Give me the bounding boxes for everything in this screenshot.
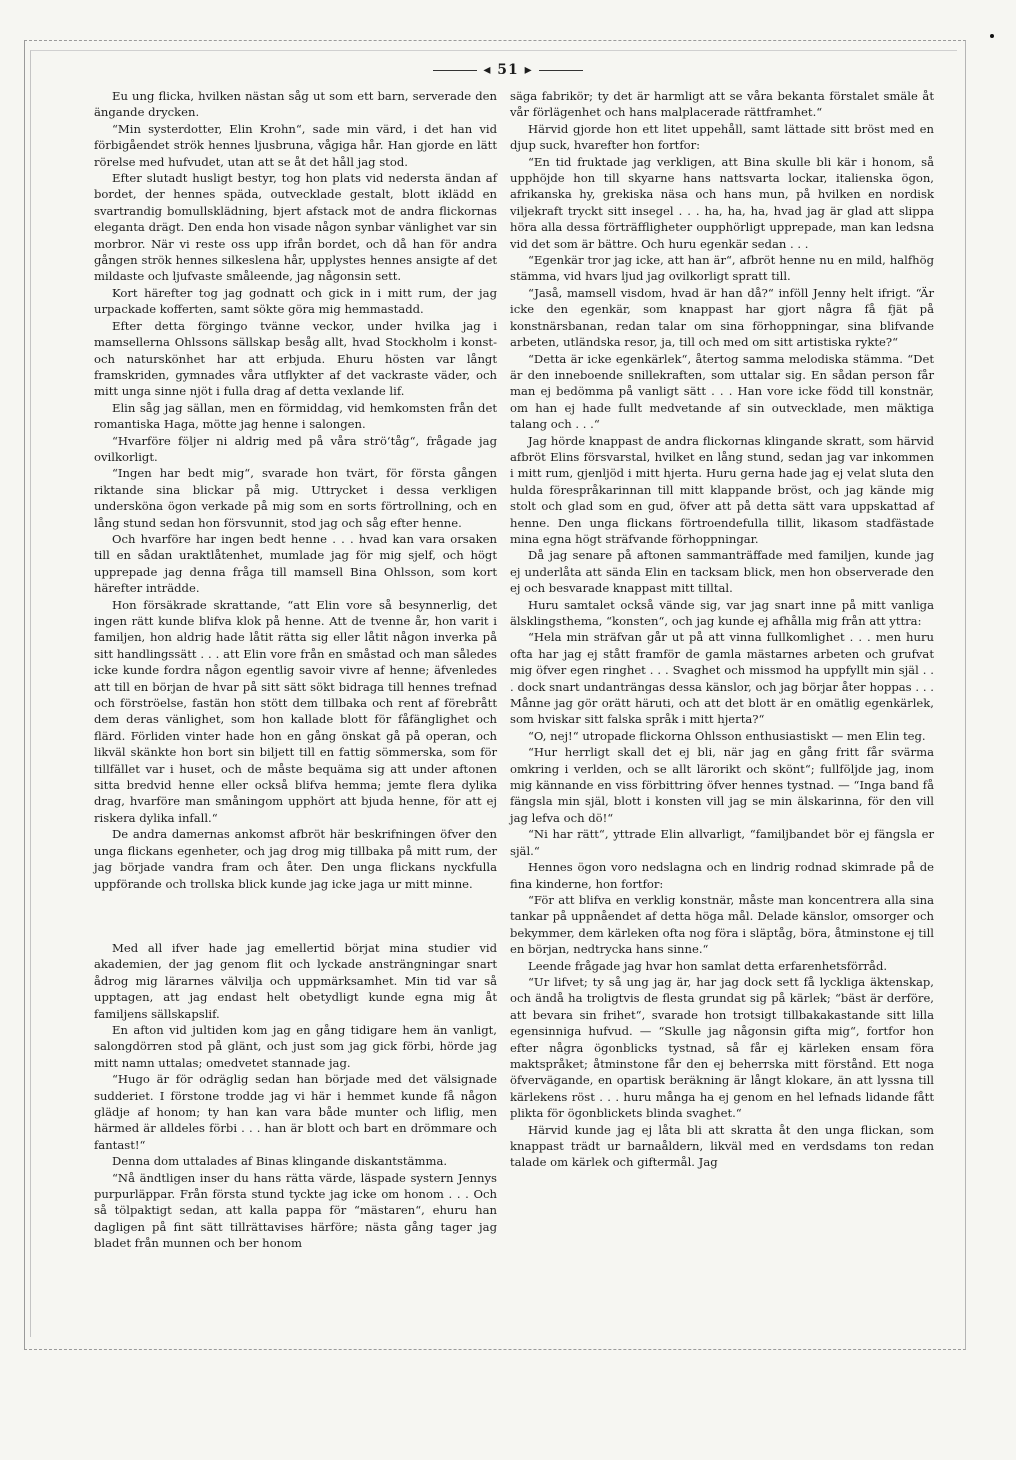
left-rule bbox=[433, 70, 477, 71]
paragraph: Huru samtalet också vände sig, var jag snart inne på mitt vanliga älsklingsthema, “konsten“, och jag kunde ej afhålla mig från att yttra: bbox=[510, 597, 934, 628]
paragraph: “Hur herrligt skall det ej bli, när jag en gång fritt får svärma omkring i verlden, och se allt lärorikt och skönt“; fullföljde jag, inom mig kännande en viss förbittring öfver hennes tystnad. — “Inga band få fängsla min själ, blott i konsten vill jag se min älskarinna, för den vill jag lefva och dö!“ bbox=[510, 745, 934, 825]
right-column bbox=[510, 88, 934, 1171]
paragraph: “Jaså, mamsell visdom, hvad är han då?“ inföll Jenny helt ifrigt. “Är icke den egenkär, som knappast har gjort några få fjät på konstnärsbanan, redan talar om sina förhoppningar, sina blifvande arbeten, utländska resor, ja, till och med om sitt artistiska rykte?“ bbox=[510, 285, 934, 350]
paragraph: “Hugo är för odräglig sedan han började med det välsignade sudderiet. I förstone trodde jag vi här i hemmet kunde få någon glädje af honom; ty han kan vara både munter och liflig, men härmed är alldeles förbi . . . han är blott och bart en drömmare och fantast!“ bbox=[94, 1072, 497, 1152]
paragraph: Eu ung flicka, hvilken nästan såg ut som ett barn, serverade den ängande drycken. bbox=[94, 89, 497, 120]
page-number: 51 bbox=[497, 62, 519, 78]
page-number-header: ◂ 51 ▸ bbox=[0, 62, 1016, 78]
right-rule bbox=[539, 70, 583, 71]
paragraph: Då jag senare på aftonen sammanträffade med familjen, kunde jag ej underlåta att sända Elin en tacksam blick, men hon observerade den ej och besvarade knappast mitt tilltal. bbox=[510, 548, 934, 596]
paragraph: “Hela min sträfvan går ut på att vinna fullkomlighet . . . men huru ofta har jag ej stått framför de gamla mästarnes arbeten och grufvat mig öfver egen ringhet . . . Svaghet och missmod ha uppfyllt min själ . . . dock snart undanträngas dessa känslor, och jag börjar åter hoppas . . . Månne jag gör orätt häruti, och att det blott är en omätlig egenkärlek, som hviskar sitt falska språk i mitt hjerta?“ bbox=[510, 630, 934, 727]
paragraph: Kort härefter tog jag godnatt och gick in i mitt rum, der jag urpackade kofferten, samt sökte göra mig hemmastadd. bbox=[94, 285, 497, 317]
paragraph: “O, nej!“ utropade flickorna Ohlsson enthusiastiskt — men Elin teg. bbox=[528, 728, 926, 743]
paragraph: Härvid kunde jag ej låta bli att skratta åt den unga flickan, som knappast trädt ur barnaåldern, likväl med en verdsdams ton redan talade om kärlek och giftermål. Jag bbox=[510, 1122, 934, 1170]
paragraph: Härvid gjorde hon ett litet uppehåll, samt lättade sitt bröst med en djup suck, hvarefter hon fortfor: bbox=[510, 121, 934, 153]
paragraph: Med all ifver hade jag emellertid börjat mina studier vid akademien, der jag genom flit och lyckade ansträngningar snart ådrog mig lärarnes välvilja och uppmärksamhet. Min tid var så upptagen, att jag endast helt obetydligt kunde egna mig åt familjens sällskapslif. bbox=[94, 940, 497, 1021]
paragraph: Efter slutadt husligt bestyr, tog hon plats vid nedersta ändan af bordet, der hennes späda, outvecklade gestalt, blott iklädd en svartrandig bomullsklädning, bjert afstack mot de andra flickornas eleganta drägt. Den enda hon visade någon synbar vänlighet var sin morbror. När vi reste oss upp ifrån bordet, och då han för andra gången strök hennes silkeslena hår, upplystes hennes ansigte af det mildaste och ljufvaste småleende, jag någonsin sett. bbox=[94, 171, 497, 284]
paragraph: Och hvarföre har ingen bedt henne . . . hvad kan vara orsaken till en sådan uraktlåtenhet, mumlade jag för mig sjelf, och högt upprepade jag denna fråga till mamsell Bina Ohlsson, som kort härefter inträdde. bbox=[94, 531, 497, 596]
paragraph: “En tid fruktade jag verkligen, att Bina skulle bli kär i honom, så upphöjde hon till skyarne hans nattsvarta lockar, italienska ögon, afrikanska hy, grekiska näsa och hans mun, på hvilken en nordisk viljekraft tryckt sitt insegel . . . ha, ha, ha, hvad jag är glad att slippa höra alla dessa förträffligheter oupphörligt upprepade, man kan ledsna vid det som är bättre. Och huru egenkär sedan . . . bbox=[510, 154, 934, 251]
ink-speck bbox=[990, 34, 994, 38]
paragraph: “Ur lifvet; ty så ung jag är, har jag dock sett få lyckliga äktenskap, och ändå ha troligtvis de flesta grundat sig på kärlek; “bäst är derföre, att bevara sin frihet“, svarade hon trotsigt tillbakakastande sitt lilla egensinniga hufvud. — “Skulle jag någonsin gifta mig“, fortfor hon efter några ögonblicks tystnad, så får ej kärleken ensam föra maktspråket; åtminstone får den ej beherrska mitt förstånd. Ett noga öfvervägande, en opartisk beräkning är långt klokare, än att lyssna till kärlekens röst . . . huru många ha ej genom en hel lefnads lidande fått plikta för ögonblickets blinda svaghet.“ bbox=[510, 974, 934, 1121]
paragraph: Leende frågade jag hvar hon samlat detta erfarenhetsförråd. bbox=[528, 958, 888, 973]
paragraph: “Detta är icke egenkärlek“, återtog samma melodiska stämma. “Det är den inneboende snillekraften, som uttalar sig. En sådan person får man ej bedömma på vanligt sätt . . . Han vore icke född till konstnär, om han ej hade fullt medvetande af sin outvecklade, men mäktiga talang och . . .“ bbox=[510, 351, 934, 432]
paragraph: De andra damernas ankomst afbröt här beskrifningen öfver den unga flickans egenheter, och jag drog mig tillbaka på mitt rum, der jag började vandra fram och åter. Den unga flickans nyckfulla uppförande och trollska blick kunde jag icke jaga ur mitt minne. bbox=[94, 827, 497, 891]
paragraph: “Ni har rätt“, yttrade Elin allvarligt, “familjbandet bör ej fängsla er själ.“ bbox=[510, 827, 934, 858]
paragraph: “Nå ändtligen inser du hans rätta värde, läspade systern Jennys purpurläppar. Från första stund tyckte jag icke om honom . . . Och så tölpaktigt sedan, att kalla pappa för “mästaren“, ehuru han dagligen på fint sätt tillrättavises härföre; nästa gång tager jag bladet från munnen och ber honom bbox=[94, 1170, 497, 1251]
paragraph: Denna dom uttalades af Binas klingande diskantstämma. bbox=[112, 1154, 448, 1169]
paragraph: Elin såg jag sällan, men en förmiddag, vid hemkomsten från det romantiska Haga, mötte jag henne i salongen. bbox=[94, 400, 497, 432]
paragraph: “Min systerdotter, Elin Krohn“, sade min värd, i det han vid förbigåendet strök hennes ljusbruna, vågiga hår. Han gjorde en lätt rörelse med hufvudet, utan att se åt det håll jag stod. bbox=[94, 121, 497, 169]
left-column bbox=[94, 88, 497, 1252]
paragraph: “Egenkär tror jag icke, att han är“, afbröt henne nu en mild, halfhög stämma, vid hvars ljud jag ovilkorligt spratt till. bbox=[510, 253, 934, 284]
paragraph: En afton vid jultiden kom jag en gång tidigare hem än vanligt, salongdörren stod på glänt, och just som jag gick förbi, hörde jag mitt namn uttalas; omedvetet stannade jag. bbox=[94, 1022, 497, 1070]
paragraph: Hennes ögon voro nedslagna och en lindrig rodnad skimrade på de fina kinderne, hon fortfor: bbox=[510, 860, 934, 891]
paragraph: “Hvarföre följer ni aldrig med på våra strö‘tåg“, frågade jag ovilkorligt. bbox=[94, 433, 497, 464]
paragraph: Hon försäkrade skrattande, “att Elin vore så besynnerlig, det ingen rätt kunde blifva klok på henne. Att de tvenne år, hon varit i familjen, hon aldrig hade låtit rätta sig eller låtit någon inverka på sitt handlingssätt . . . att Elin vore från en småstad och man således icke kunde fordra någon egentlig savoir vivre af henne; äfvenledes att till en början de hvar på sitt sätt sökt bidraga till hennes trefnad och förströelse, fastän hon stött dem tillbaka och rent af förebrått dem deras vänlighet, som hon kallade blott för fåfänglighet och flärd. Förliden vinter hade hon en gång önskat gå på operan, och likväl skänkte hon bort sin biljett till en fattig sömmerska, som för tillfället var i huset, och de måste bequäma sig att under aftonen sitta bredvid henne eller också blifva hemma; jemte flera dylika drag, hvarföre man småningom upphört att bjuda henne, för att ej riskera dylika infall.“ bbox=[94, 597, 497, 825]
paragraph: Efter detta förgingo tvänne veckor, under hvilka jag i mamsellerna Ohlssons sällskap besåg allt, hvad Stockholm i konst- och naturskönhet har att erbjuda. Ehuru hösten var långt framskriden, gymnades våra utflykter af det vackraste väder, och mitt unga sinne njöt i fulla drag af detta vexlande lif. bbox=[94, 318, 497, 399]
paragraph: Jag hörde knappast de andra flickornas klingande skratt, som härvid afbröt Elins försvarstal, hvilket en lång stund, sedan jag var inkommen i mitt rum, gjenljöd i mitt hjerta. Huru gerna hade jag ej velat sluta den hulda förespråkarinnan till mitt klappande bröst, och jag kände mig stolt och glad som en gud, öfver att på detta sätt vara uppskattad af henne. Den unga flickans förtroendefulla tillit, likasom stadfästade mina egna högt sträfvande förhoppningar. bbox=[510, 433, 934, 546]
paragraph: “För att blifva en verklig konstnär, måste man koncentrera alla sina tankar på uppnåendet af detta höga mål. Delade känslor, omsorger och bekymmer, dem kärleken ofta nog föra i släptåg, böra, åtminstone ej till en början, nedtrycka hans sinne.“ bbox=[510, 892, 934, 957]
paragraph: “Ingen har bedt mig“, svarade hon tvärt, för första gången riktande sina blickar på mig. Uttrycket i dessa verkligen undersköna ögon verkade på mig som en sorts förtrollning, och en lång stund sedan hon försvunnit, stod jag och såg efter henne. bbox=[94, 466, 497, 530]
paragraph: säga fabrikör; ty det är harmligt att se våra bekanta förstalet smäle åt vår förlägenhet och hans malplacerade rättframhet.“ bbox=[510, 89, 934, 120]
